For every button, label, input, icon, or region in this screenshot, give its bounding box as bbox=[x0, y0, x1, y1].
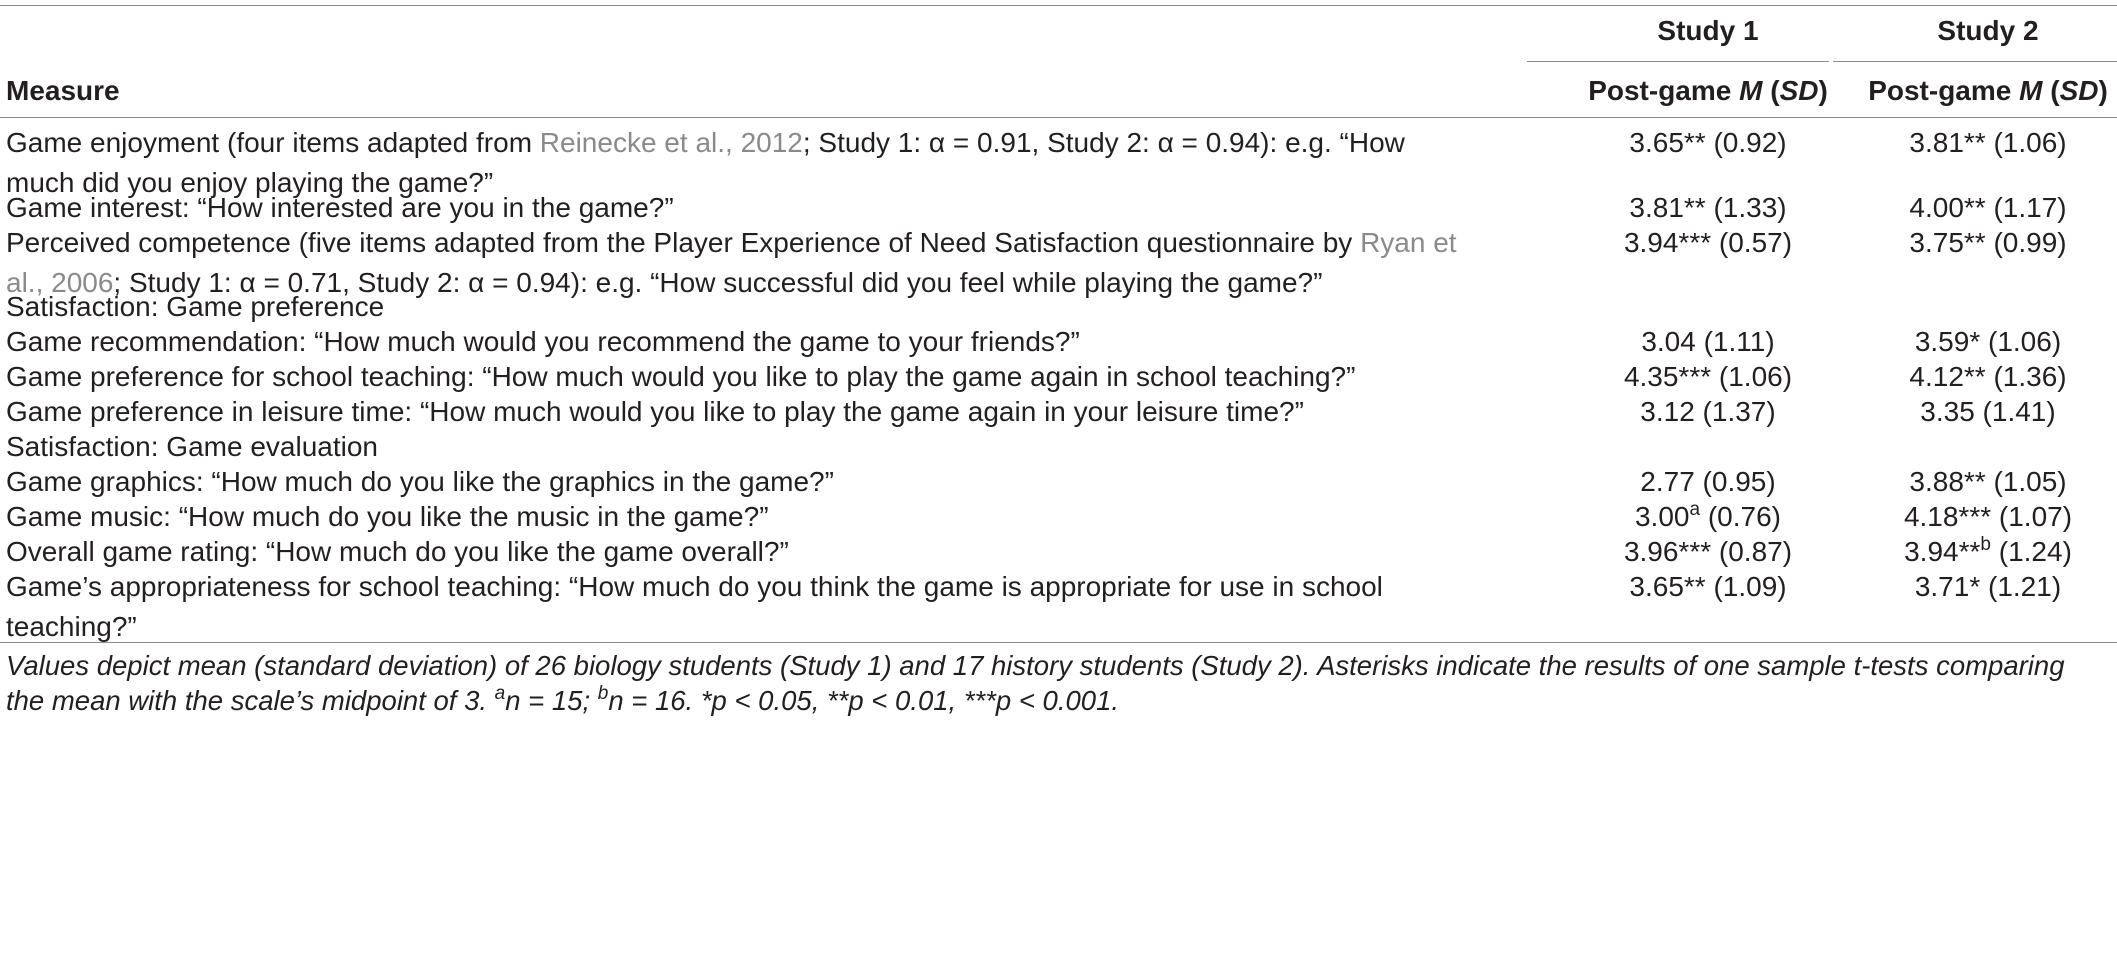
study1-post-game-header: Post-game M (SD) bbox=[1588, 75, 1828, 106]
study1-header: Study 1 bbox=[1657, 15, 1759, 46]
table-row-measure: Game music: “How much do you like the music in the game?” bbox=[6, 501, 769, 532]
study2-value: 3.59* (1.06) bbox=[1914, 326, 2062, 357]
study1-value: 2.77 (0.95) bbox=[1640, 466, 1776, 497]
study2-header: Study 2 bbox=[1937, 15, 2039, 46]
table-row-measure: Perceived competence (five items adapted from the Player Experience of Need Satisfaction questionnaire by Ryan et al., 2006; Study 1: α = 0.71, Study 2: α = 0.94): e.g. “How successful did you feel while playing the game?” bbox=[6, 227, 1457, 298]
measure-header: Measure bbox=[6, 75, 120, 106]
study1-value: 4.35*** (1.06) bbox=[1623, 361, 1793, 392]
study1-value: 3.81** (1.33) bbox=[1629, 192, 1787, 223]
sd-symbol: SD bbox=[2059, 75, 2099, 106]
study1-value: 3.65** (0.92) bbox=[1629, 127, 1787, 158]
study1-value: 3.96*** (0.87) bbox=[1623, 536, 1793, 567]
study2-value: 3.81** (1.06) bbox=[1909, 127, 2067, 158]
table-footnote-line-2: the mean with the scale’s midpoint of 3. $^a$n = 15; $^b$n = 16. *p < 0.05, **p < 0.01, ***p < 0.001. bbox=[6, 683, 1120, 716]
section-label: Satisfaction: Game preference bbox=[6, 291, 385, 322]
table-row-measure: Overall game rating: “How much do you like the game overall?” bbox=[6, 536, 789, 567]
study2-value: 3.35 (1.41) bbox=[1920, 396, 2056, 427]
study1-value: 3.00$^a$ (0.76) bbox=[1634, 499, 1781, 532]
mean-symbol: M bbox=[1739, 75, 1763, 106]
section-label: Satisfaction: Game evaluation bbox=[6, 431, 378, 462]
sd-symbol: SD bbox=[1779, 75, 1819, 106]
mean-symbol: M bbox=[2019, 75, 2043, 106]
study2-value: 3.71* (1.21) bbox=[1914, 571, 2062, 602]
table-row-measure: Game preference in leisure time: “How much would you like to play the game again in your leisure time?” bbox=[6, 396, 1304, 427]
table-row-measure: Game recommendation: “How much would you recommend the game to your friends?” bbox=[6, 326, 1080, 357]
table-row-measure: Game preference for school teaching: “How much would you like to play the game again in school teaching?” bbox=[6, 361, 1356, 392]
study1-value: 3.65** (1.09) bbox=[1629, 571, 1787, 602]
study1-header-rule bbox=[1527, 61, 1829, 62]
study2-value: 4.00** (1.17) bbox=[1909, 192, 2067, 223]
study1-value: 3.94*** (0.57) bbox=[1623, 227, 1793, 258]
table-footnote-line-1: Values depict mean (standard deviation) of 26 biology students (Study 1) and 17 history students (Study 2). Asterisks indicate the results of one sample t-tests comparing bbox=[6, 650, 2065, 681]
study2-value: 3.88** (1.05) bbox=[1909, 466, 2067, 497]
study2-post-game-header: Post-game M (SD) bbox=[1868, 75, 2108, 106]
post-game-label: Post-game bbox=[1868, 75, 2012, 106]
study1-value: 3.12 (1.37) bbox=[1640, 396, 1776, 427]
study2-value: 3.94**$^b$ (1.24) bbox=[1904, 534, 2072, 567]
study2-header-rule bbox=[1833, 61, 2117, 62]
citation-link[interactable]: Reinecke et al., 2012 bbox=[539, 127, 803, 158]
table-row-measure: Game’s appropriateness for school teaching: “How much do you think the game is appropriate for use in school teaching?” bbox=[6, 571, 1383, 642]
post-game-label: Post-game bbox=[1588, 75, 1732, 106]
study2-value: 3.75** (0.99) bbox=[1909, 227, 2067, 258]
header-bottom-rule bbox=[0, 117, 2117, 118]
table-row-measure: Game interest: “How interested are you in the game?” bbox=[6, 192, 674, 223]
table-top-rule bbox=[0, 5, 2117, 6]
study2-value: 4.18*** (1.07) bbox=[1903, 501, 2073, 532]
study1-value: 3.04 (1.11) bbox=[1641, 326, 1775, 357]
citation-link[interactable]: Ryan et al., 2006 bbox=[6, 227, 1457, 298]
table-row-measure: Game graphics: “How much do you like the graphics in the game?” bbox=[6, 466, 834, 497]
table-row-measure: Game enjoyment (four items adapted from Reinecke et al., 2012; Study 1: α = 0.91, Study 2: α = 0.94): e.g. “How much did you enjoy playing the game?” bbox=[6, 127, 1405, 198]
study2-value: 4.12** (1.36) bbox=[1909, 361, 2067, 392]
